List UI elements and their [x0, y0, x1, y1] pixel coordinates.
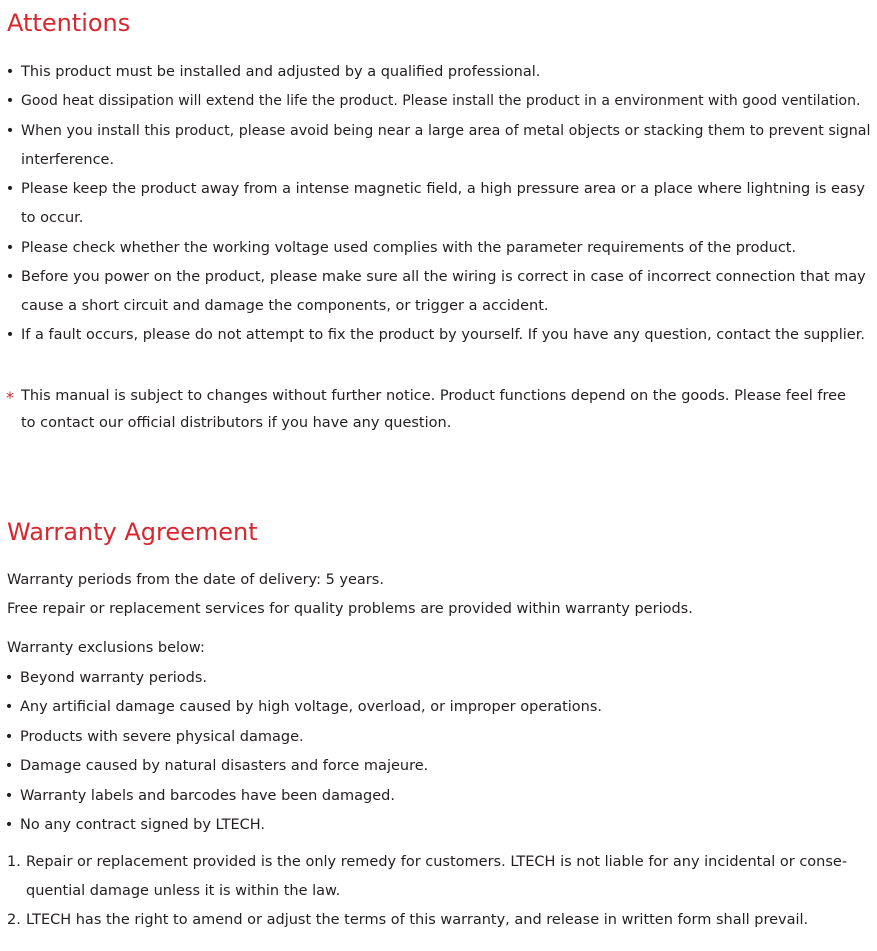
attention-item-line: Please keep the product away from a intense magnetic field, a high pressure area or a place where lightning is easy — [21, 181, 865, 197]
exclusion-item: Warranty labels and barcodes have been damaged. — [20, 788, 395, 804]
warranty-period: Warranty periods from the date of delivery: 5 years. — [7, 572, 384, 588]
note-line-1: This manual is subject to changes without further notice. Product functions depend on the goods. Please feel free — [21, 388, 846, 404]
attention-bullet: • — [5, 240, 15, 256]
term-line: quential damage unless it is within the law. — [26, 883, 341, 899]
attention-item-line: Please check whether the working voltage used complies with the parameter requirements of the product. — [21, 240, 797, 256]
attention-item-line: interference. — [21, 152, 115, 168]
exclusion-item: Products with severe physical damage. — [20, 729, 304, 745]
exclusion-bullet: • — [4, 758, 14, 774]
exclusion-item: Damage caused by natural disasters and force majeure. — [20, 758, 429, 774]
attention-bullet: • — [5, 269, 15, 285]
attention-bullet: • — [5, 123, 15, 139]
term-number: 1. — [7, 854, 21, 870]
exclusion-bullet: • — [4, 699, 14, 715]
attention-item-line: to occur. — [21, 210, 84, 226]
exclusion-item: No any contract signed by LTECH. — [20, 817, 266, 833]
attention-item-line: Good heat dissipation will extend the life the product. Please install the product in a environment with good ventilation. — [21, 93, 861, 109]
exclusion-bullet: • — [4, 788, 14, 804]
exclusions-heading: Warranty exclusions below: — [7, 640, 205, 656]
note-asterisk: * — [6, 388, 14, 407]
attention-item-line: If a fault occurs, please do not attempt to fix the product by yourself. If you have any question, contact the supplier. — [21, 327, 865, 343]
attention-item-line: When you install this product, please avoid being near a large area of metal objects or stacking them to prevent signal — [21, 123, 871, 139]
attention-bullet: • — [5, 93, 15, 109]
attention-item-line: Before you power on the product, please make sure all the wiring is correct in case of incorrect connection that may — [21, 269, 866, 285]
warranty-heading: Warranty Agreement — [7, 518, 258, 546]
warranty-services: Free repair or replacement services for quality problems are provided within warranty periods. — [7, 601, 693, 617]
attention-bullet: • — [5, 64, 15, 80]
attentions-heading: Attentions — [7, 9, 131, 37]
attention-bullet: • — [5, 181, 15, 197]
term-line: Repair or replacement provided is the only remedy for customers. LTECH is not liable for any incidental or conse- — [26, 854, 848, 870]
exclusion-bullet: • — [4, 729, 14, 745]
exclusion-bullet: • — [4, 670, 14, 686]
term-line: LTECH has the right to amend or adjust the terms of this warranty, and release in written form shall prevail. — [26, 912, 809, 928]
exclusion-bullet: • — [4, 817, 14, 833]
attention-item-line: This product must be installed and adjusted by a qualified professional. — [21, 64, 541, 80]
attention-bullet: • — [5, 327, 15, 343]
note-line-2: to contact our official distributors if you have any question. — [21, 415, 452, 431]
exclusion-item: Any artificial damage caused by high voltage, overload, or improper operations. — [20, 699, 603, 715]
term-number: 2. — [7, 912, 21, 928]
attention-item-line: cause a short circuit and damage the components, or trigger a accident. — [21, 298, 549, 314]
exclusion-item: Beyond warranty periods. — [20, 670, 208, 686]
